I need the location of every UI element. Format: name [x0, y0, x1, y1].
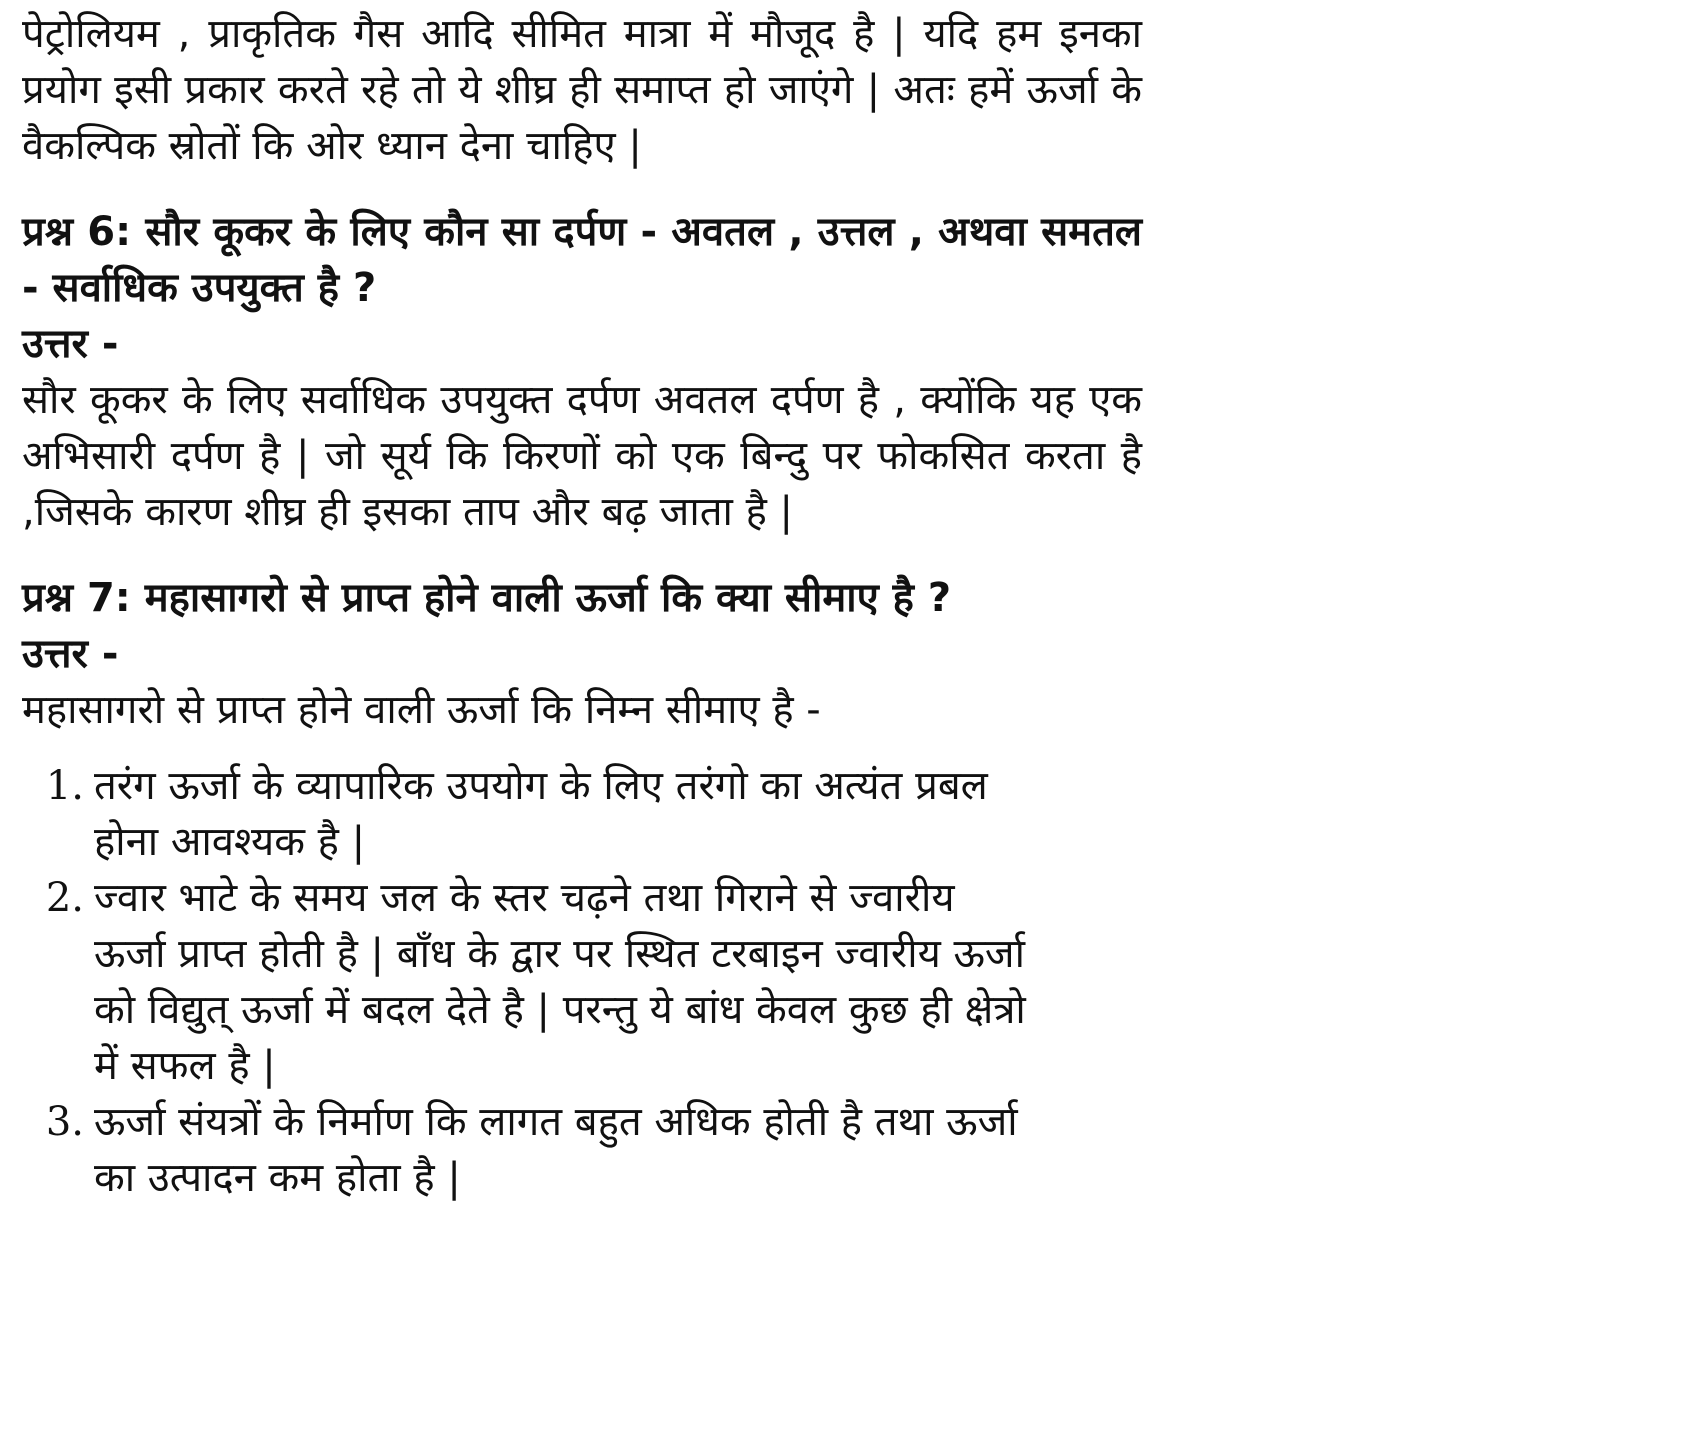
list-item — [22, 1094, 1142, 1206]
list-item-number: 1. — [45, 763, 84, 809]
limitations-list — [22, 758, 1142, 1206]
answer-7-label: उत्तर - — [22, 631, 119, 677]
intro-paragraph: पेट्रोलियम , प्राकृतिक गैस आदि सीमित मात्रा में मौजूद है | यदि हम इनका प्रयोग इसी प्रकार करते रहे तो ये शीघ्र ही समाप्त हो जाएंगे | अतः हमें ऊर्जा के वैकल्पिक स्रोतों कि ओर ध्यान देना चाहिए | — [22, 11, 1142, 169]
list-item — [22, 870, 1142, 1094]
answer-6-label: उत्तर - — [22, 321, 119, 367]
list-item-text: ज्वार भाटे के समय जल के स्तर चढ़ने तथा गिराने से ज्वारीय ऊर्जा प्राप्त होती है | बाँध के द्वार पर स्थित टरबाइन ज्वारीय ऊर्जा को विद्युत् ऊर्जा में बदल देते है | परन्तु ये बांध केवल कुछ ही क्षेत्रो में सफल है | — [94, 875, 1026, 1089]
list-item-text: ऊर्जा संयत्रों के निर्माण कि लागत बहुत अधिक होती है तथा ऊर्जा का उत्पादन कम होता है | — [94, 1099, 1018, 1201]
answer-6-text: सौर कूकर के लिए सर्वाधिक उपयुक्त दर्पण अवतल दर्पण है , क्योंकि यह एक अभिसारी दर्पण है | जो सूर्य कि किरणों को एक बिन्दु पर फोकसित करता है ,जिसके कारण शीघ्र ही इसका ताप और बढ़ जाता है | — [22, 377, 1142, 535]
document-page — [22, 6, 1142, 1206]
answer-7-text: महासागरो से प्राप्त होने वाली ऊर्जा कि निम्न सीमाए है - — [22, 687, 821, 733]
question-6: प्रश्न 6: सौर कूकर के लिए कौन सा दर्पण - अवतल , उत्तल , अथवा समतल - सर्वाधिक उपयुक्त है ? — [22, 209, 1142, 311]
list-item-number: 3. — [45, 1099, 84, 1145]
list-item-number: 2. — [45, 875, 84, 921]
question-7: प्रश्न 7: महासागरो से प्राप्त होने वाली ऊर्जा कि क्या सीमाए है ? — [22, 575, 952, 621]
list-item — [22, 758, 1142, 870]
list-item-text: तरंग ऊर्जा के व्यापारिक उपयोग के लिए तरंगो का अत्यंत प्रबल होना आवश्यक है | — [94, 763, 988, 865]
